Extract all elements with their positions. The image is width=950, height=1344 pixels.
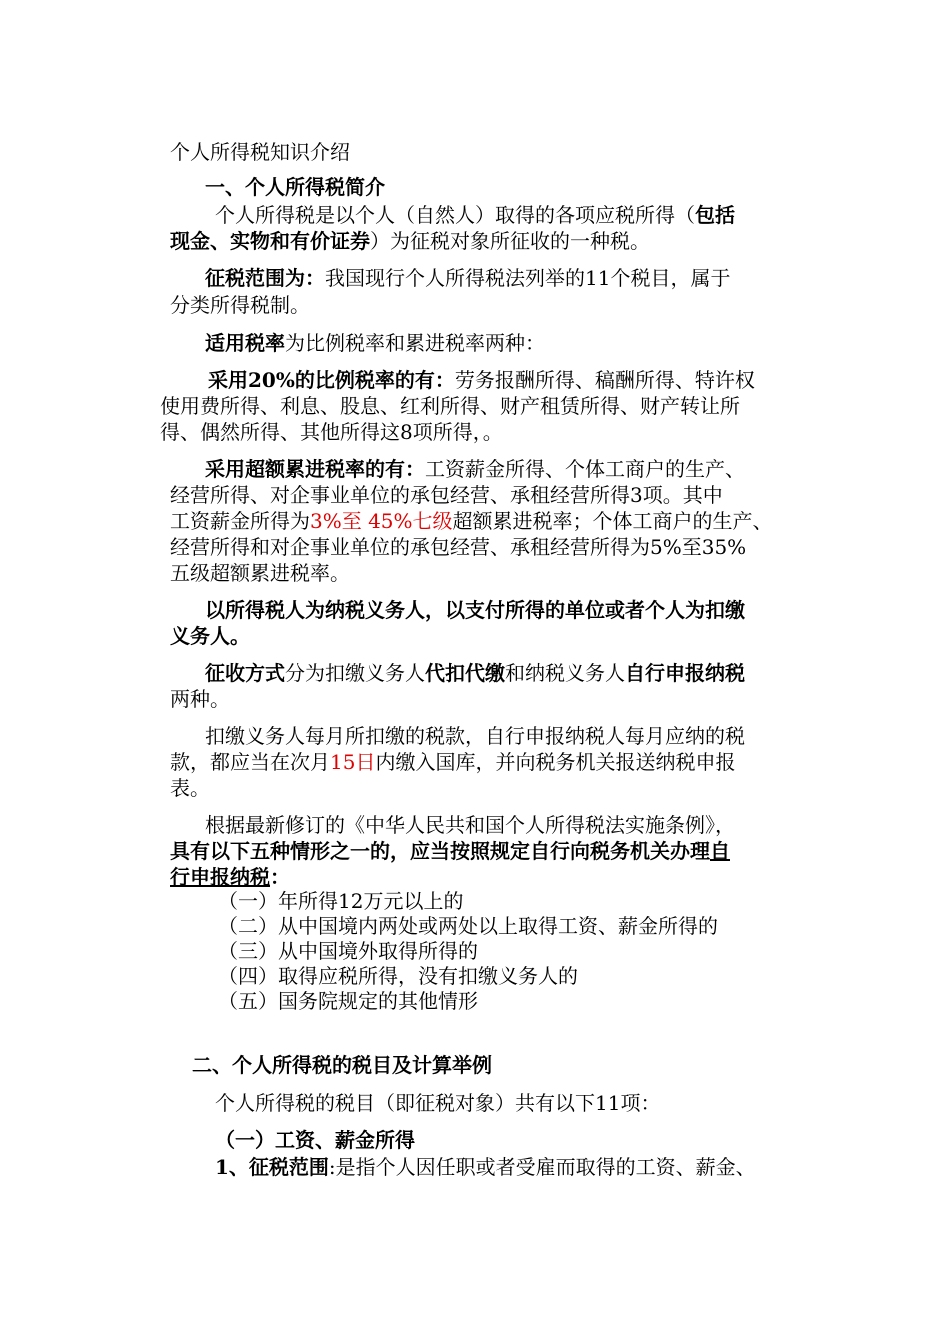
taxpayer-line-1: 以所得税人为纳税义务人，以支付所得的单位或者个人为扣缴 (205, 598, 745, 622)
regulation-line-2: 具有以下五种情形之一的，应当按照规定自行向税务机关办理自 (170, 839, 730, 863)
regulation-line-1: 根据最新修订的《中华人民共和国个人所得税法实施条例》， (205, 813, 735, 837)
rate-line: 适用税率为比例税率和累进税率两种： (205, 331, 545, 355)
regulation-line-3: 行申报纳税： (170, 865, 290, 889)
progressive-line-2: 经营所得、对企事业单位的承包经营、承租经营所得3项。其中 (170, 483, 723, 507)
list-item: （三）从中国境外取得所得的 (218, 939, 478, 963)
deadline-line-2: 款，都应当在次月15日内缴入国库，并向税务机关报送纳税申报 (170, 750, 736, 774)
collection-line-1: 征收方式分为扣缴义务人代扣代缴和纳税义务人自行申报纳税 (205, 661, 745, 685)
progressive-line-5: 五级超额累进税率。 (170, 561, 350, 585)
intro-line-2: 现金、实物和有价证券）为征税对象所征收的一种税。 (170, 229, 650, 253)
scope-line-1: 征税范围为：我国现行个人所得税法列举的11个税目，属于 (205, 266, 731, 290)
proportional-line-2: 使用费所得、利息、股息、红利所得、财产租赁所得、财产转让所 (160, 394, 740, 418)
section-2-heading: 二、个人所得税的税目及计算举例 (192, 1053, 492, 1077)
proportional-line-3: 得、偶然所得、其他所得这8项所得，。 (160, 420, 503, 444)
taxpayer-line-2: 义务人。 (170, 624, 250, 648)
subsection-1-heading: （一）工资、薪金所得 (215, 1128, 415, 1152)
list-item: （四）取得应税所得，没有扣缴义务人的 (218, 964, 578, 988)
deadline-line-3: 表。 (170, 776, 210, 800)
progressive-line-1: 采用超额累进税率的有：工资薪金所得、个体工商户的生产、 (205, 457, 745, 481)
list-item: （二）从中国境内两处或两处以上取得工资、薪金所得的 (218, 914, 718, 938)
progressive-line-4: 经营所得和对企事业单位的承包经营、承租经营所得为5%至35% (170, 535, 747, 559)
section-1-heading: 一、个人所得税简介 (205, 175, 385, 199)
list-item: （一）年所得12万元以上的 (218, 889, 464, 913)
item-1-line: 1、征税范围:是指个人因任职或者受雇而取得的工资、薪金、 (215, 1155, 756, 1179)
deadline-line-1: 扣缴义务人每月所扣缴的税款，自行申报纳税人每月应纳的税 (205, 724, 745, 748)
progressive-line-3: 工资薪金所得为3%至 45%七级超额累进税率；个体工商户的生产、 (170, 509, 773, 533)
collection-line-2: 两种。 (170, 687, 230, 711)
proportional-line-1: 采用20%的比例税率的有：劳务报酬所得、稿酬所得、特许权 (208, 368, 755, 392)
intro-line-1: 个人所得税是以个人（自然人）取得的各项应税所得（包括 (215, 203, 735, 227)
scope-line-2: 分类所得税制。 (170, 293, 310, 317)
section-2-intro: 个人所得税的税目（即征税对象）共有以下11项： (215, 1091, 661, 1115)
list-item: （五）国务院规定的其他情形 (218, 989, 478, 1013)
document-title: 个人所得税知识介绍 (170, 140, 350, 164)
